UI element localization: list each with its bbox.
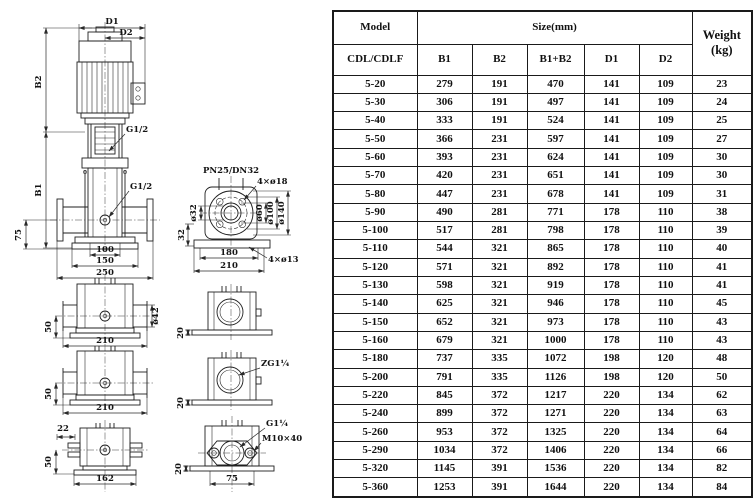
d1-cell: 178 (584, 240, 639, 258)
weight-cell: 23 (692, 75, 752, 93)
table-row (333, 423, 752, 441)
model-cell: 5-260 (333, 423, 417, 441)
b2-cell: 372 (472, 423, 527, 441)
table-row (333, 130, 752, 148)
dim-label-4x18: 4×ø18 (257, 177, 288, 187)
main-pump-view (14, 17, 160, 280)
model-cell: 5-60 (333, 148, 417, 166)
dim-label-g12-side: G1/2 (130, 182, 153, 192)
d2-cell: 110 (639, 240, 692, 258)
model-cell: 5-120 (333, 258, 417, 276)
port-view-2 (176, 350, 289, 410)
model-cell: 5-110 (333, 240, 417, 258)
d2-cell: 109 (639, 185, 692, 203)
d2-cell: 109 (639, 130, 692, 148)
dim-label-zg114: ZG1¼ (261, 359, 290, 369)
weight-cell: 27 (692, 130, 752, 148)
b2-cell: 231 (472, 185, 527, 203)
b2-cell: 335 (472, 368, 527, 386)
d2-cell: 134 (639, 441, 692, 459)
b2-cell: 321 (472, 313, 527, 331)
table-row (333, 386, 752, 404)
dim-label-bore32: ø32 (189, 204, 199, 222)
dim-label-210a: 210 (96, 336, 114, 346)
table-row (333, 148, 752, 166)
main-dimensions (14, 17, 153, 280)
dim-label-210f: 210 (220, 261, 238, 271)
table-row (333, 331, 752, 349)
b1-cell: 652 (417, 313, 472, 331)
d1-cell: 141 (584, 185, 639, 203)
b1b2-cell: 1644 (527, 478, 584, 497)
b1b2-cell: 497 (527, 93, 584, 111)
table-row (333, 460, 752, 478)
b1b2-cell: 678 (527, 185, 584, 203)
b1b2-cell: 771 (527, 203, 584, 221)
d1-cell: 220 (584, 441, 639, 459)
model-cell: 5-180 (333, 350, 417, 368)
dim-label-m10x40: M10×40 (262, 434, 303, 444)
weight-cell: 39 (692, 222, 752, 240)
b1-cell: 737 (417, 350, 472, 368)
b2-cell: 335 (472, 350, 527, 368)
table-row (333, 276, 752, 294)
table-row (333, 222, 752, 240)
d1-cell: 178 (584, 295, 639, 313)
pump-technical-drawing (0, 0, 332, 500)
b2-cell: 191 (472, 75, 527, 93)
model-cell: 5-290 (333, 441, 417, 459)
b2-cell: 281 (472, 222, 527, 240)
model-cell: 5-30 (333, 93, 417, 111)
b2-cell: 231 (472, 167, 527, 185)
header-col-b1b2: B1+B2 (527, 44, 584, 75)
weight-cell: 38 (692, 203, 752, 221)
table-row (333, 240, 752, 258)
d2-cell: 134 (639, 405, 692, 423)
dim-label-250: 250 (96, 268, 114, 278)
b1b2-cell: 892 (527, 258, 584, 276)
b1b2-cell: 1000 (527, 331, 584, 349)
dim-label-180: 180 (220, 248, 238, 258)
dim-label-d100: ø100 (266, 201, 276, 225)
table-row (333, 478, 752, 497)
dim-label-50b: 50 (44, 388, 54, 400)
b2-cell: 321 (472, 240, 527, 258)
b1-cell: 598 (417, 276, 472, 294)
dim-label-100: 100 (96, 245, 114, 255)
table-row (333, 112, 752, 130)
dim-label-75b: 75 (226, 474, 238, 484)
d2-cell: 109 (639, 75, 692, 93)
b2-cell: 321 (472, 258, 527, 276)
flange-detail-view (177, 166, 299, 273)
model-cell: 5-80 (333, 185, 417, 203)
model-cell: 5-240 (333, 405, 417, 423)
header-weight-label: Weight (702, 27, 741, 42)
weight-cell: 64 (692, 423, 752, 441)
dim-label-g114: G1¼ (266, 419, 289, 429)
b2-cell: 231 (472, 130, 527, 148)
d1-cell: 178 (584, 331, 639, 349)
dim-label-g12-top: G1/2 (126, 125, 149, 135)
table-row (333, 185, 752, 203)
d2-cell: 134 (639, 478, 692, 497)
b1b2-cell: 524 (527, 112, 584, 130)
b2-cell: 372 (472, 405, 527, 423)
table-row (333, 75, 752, 93)
table-row (333, 405, 752, 423)
model-cell: 5-320 (333, 460, 417, 478)
b2-cell: 281 (472, 203, 527, 221)
b1-cell: 1145 (417, 460, 472, 478)
d1-cell: 198 (584, 368, 639, 386)
table-row (333, 258, 752, 276)
d1-cell: 141 (584, 93, 639, 111)
dim-label-d42: ø42 (151, 307, 161, 325)
d2-cell: 110 (639, 203, 692, 221)
model-cell: 5-70 (333, 167, 417, 185)
dimension-table-wrap (332, 10, 752, 498)
weight-cell: 30 (692, 148, 752, 166)
d2-cell: 110 (639, 331, 692, 349)
dim-label-75: 75 (14, 229, 24, 241)
d2-cell: 109 (639, 112, 692, 130)
d1-cell: 220 (584, 405, 639, 423)
b2-cell: 372 (472, 386, 527, 404)
flange-title: PN25/DN32 (202, 166, 260, 176)
d1-cell: 178 (584, 222, 639, 240)
b1b2-cell: 1217 (527, 386, 584, 404)
table-row (333, 93, 752, 111)
b1b2-cell: 1536 (527, 460, 584, 478)
b1b2-cell: 1126 (527, 368, 584, 386)
dim-label-b1: B1 (34, 183, 44, 197)
b1b2-cell: 624 (527, 148, 584, 166)
b1-cell: 393 (417, 148, 472, 166)
weight-cell: 50 (692, 368, 752, 386)
b2-cell: 231 (472, 148, 527, 166)
base-view-3 (44, 420, 148, 492)
weight-cell: 48 (692, 350, 752, 368)
dim-label-22: 22 (57, 424, 69, 434)
b1b2-cell: 1271 (527, 405, 584, 423)
model-cell: 5-50 (333, 130, 417, 148)
b2-cell: 391 (472, 460, 527, 478)
weight-cell: 24 (692, 93, 752, 111)
b1b2-cell: 946 (527, 295, 584, 313)
d1-cell: 220 (584, 460, 639, 478)
d2-cell: 120 (639, 350, 692, 368)
d2-cell: 110 (639, 222, 692, 240)
d2-cell: 109 (639, 148, 692, 166)
b1b2-cell: 919 (527, 276, 584, 294)
b1-cell: 517 (417, 222, 472, 240)
model-cell: 5-100 (333, 222, 417, 240)
b2-cell: 321 (472, 331, 527, 349)
d2-cell: 134 (639, 460, 692, 478)
d2-cell: 110 (639, 313, 692, 331)
dim-label-b2: B2 (34, 75, 44, 89)
b1-cell: 1253 (417, 478, 472, 497)
d1-cell: 178 (584, 203, 639, 221)
weight-cell: 63 (692, 405, 752, 423)
b1-cell: 791 (417, 368, 472, 386)
base-view-1 (44, 274, 161, 348)
header-col-d2: D2 (639, 44, 692, 75)
table-row (333, 441, 752, 459)
dim-label-162: 162 (96, 474, 114, 484)
weight-cell: 84 (692, 478, 752, 497)
d2-cell: 120 (639, 368, 692, 386)
b1-cell: 1034 (417, 441, 472, 459)
weight-cell: 25 (692, 112, 752, 130)
b1-cell: 544 (417, 240, 472, 258)
b2-cell: 191 (472, 112, 527, 130)
b1b2-cell: 973 (527, 313, 584, 331)
motor-outline (77, 27, 145, 118)
b1-cell: 279 (417, 75, 472, 93)
weight-cell: 31 (692, 185, 752, 203)
d1-cell: 141 (584, 112, 639, 130)
dim-label-50c: 50 (44, 456, 54, 468)
header-model-sub: CDL/CDLF (333, 44, 417, 75)
header-weight (692, 11, 752, 75)
model-cell: 5-40 (333, 112, 417, 130)
d1-cell: 141 (584, 167, 639, 185)
header-size-group: Size(mm) (417, 11, 692, 44)
table-row (333, 350, 752, 368)
b1-cell: 306 (417, 93, 472, 111)
header-col-b1: B1 (417, 44, 472, 75)
weight-cell: 40 (692, 240, 752, 258)
b2-cell: 372 (472, 441, 527, 459)
b1b2-cell: 651 (527, 167, 584, 185)
d1-cell: 220 (584, 386, 639, 404)
weight-cell: 41 (692, 258, 752, 276)
dimension-table (332, 10, 753, 498)
table-row (333, 368, 752, 386)
b2-cell: 321 (472, 295, 527, 313)
b1-cell: 366 (417, 130, 472, 148)
d1-cell: 178 (584, 313, 639, 331)
dim-label-210b: 210 (96, 403, 114, 413)
dim-label-d60: ø60 (255, 204, 265, 222)
b1b2-cell: 597 (527, 130, 584, 148)
weight-cell: 66 (692, 441, 752, 459)
d1-cell: 141 (584, 130, 639, 148)
d1-cell: 220 (584, 478, 639, 497)
model-cell: 5-140 (333, 295, 417, 313)
port-view-3 (174, 416, 302, 492)
header-col-b2: B2 (472, 44, 527, 75)
b1b2-cell: 865 (527, 240, 584, 258)
b1-cell: 333 (417, 112, 472, 130)
b1-cell: 679 (417, 331, 472, 349)
dim-label-20b: 20 (176, 397, 186, 409)
dim-label-32: 32 (177, 229, 187, 241)
dim-label-4x13: 4×ø13 (268, 255, 299, 265)
base-view-2 (44, 344, 155, 415)
header-model: Model (333, 11, 417, 44)
model-cell: 5-130 (333, 276, 417, 294)
table-row (333, 313, 752, 331)
dim-label-50a: 50 (44, 321, 54, 333)
d1-cell: 178 (584, 276, 639, 294)
table-row (333, 167, 752, 185)
b2-cell: 321 (472, 276, 527, 294)
d1-cell: 141 (584, 148, 639, 166)
weight-cell: 43 (692, 331, 752, 349)
b1-cell: 625 (417, 295, 472, 313)
b1-cell: 490 (417, 203, 472, 221)
d2-cell: 109 (639, 93, 692, 111)
model-cell: 5-90 (333, 203, 417, 221)
header-weight-unit: (kg) (711, 43, 733, 58)
b1b2-cell: 798 (527, 222, 584, 240)
d1-cell: 178 (584, 258, 639, 276)
model-cell: 5-160 (333, 331, 417, 349)
header-col-d1: D1 (584, 44, 639, 75)
b1b2-cell: 1325 (527, 423, 584, 441)
weight-cell: 30 (692, 167, 752, 185)
d2-cell: 134 (639, 386, 692, 404)
b1-cell: 447 (417, 185, 472, 203)
dim-label-d2: D2 (119, 28, 133, 38)
dim-label-d1: D1 (105, 17, 119, 27)
b1-cell: 571 (417, 258, 472, 276)
weight-cell: 43 (692, 313, 752, 331)
dim-label-150: 150 (96, 256, 114, 266)
weight-cell: 41 (692, 276, 752, 294)
b1-cell: 899 (417, 405, 472, 423)
b1-cell: 845 (417, 386, 472, 404)
b1b2-cell: 1072 (527, 350, 584, 368)
port-view-1 (176, 284, 272, 340)
d1-cell: 198 (584, 350, 639, 368)
d2-cell: 110 (639, 258, 692, 276)
d1-cell: 220 (584, 423, 639, 441)
d2-cell: 110 (639, 276, 692, 294)
b1b2-cell: 470 (527, 75, 584, 93)
dim-label-d140: ø140 (277, 201, 287, 225)
b2-cell: 391 (472, 478, 527, 497)
d2-cell: 109 (639, 167, 692, 185)
b2-cell: 191 (472, 93, 527, 111)
b1-cell: 953 (417, 423, 472, 441)
b1b2-cell: 1406 (527, 441, 584, 459)
model-cell: 5-150 (333, 313, 417, 331)
dim-label-20a: 20 (176, 327, 186, 339)
model-cell: 5-220 (333, 386, 417, 404)
model-cell: 5-360 (333, 478, 417, 497)
weight-cell: 82 (692, 460, 752, 478)
table-row (333, 295, 752, 313)
weight-cell: 62 (692, 386, 752, 404)
b1-cell: 420 (417, 167, 472, 185)
table-row (333, 203, 752, 221)
d2-cell: 110 (639, 295, 692, 313)
d1-cell: 141 (584, 75, 639, 93)
table-body (333, 75, 752, 497)
model-cell: 5-20 (333, 75, 417, 93)
d2-cell: 134 (639, 423, 692, 441)
dim-label-20c: 20 (174, 463, 184, 475)
weight-cell: 45 (692, 295, 752, 313)
model-cell: 5-200 (333, 368, 417, 386)
